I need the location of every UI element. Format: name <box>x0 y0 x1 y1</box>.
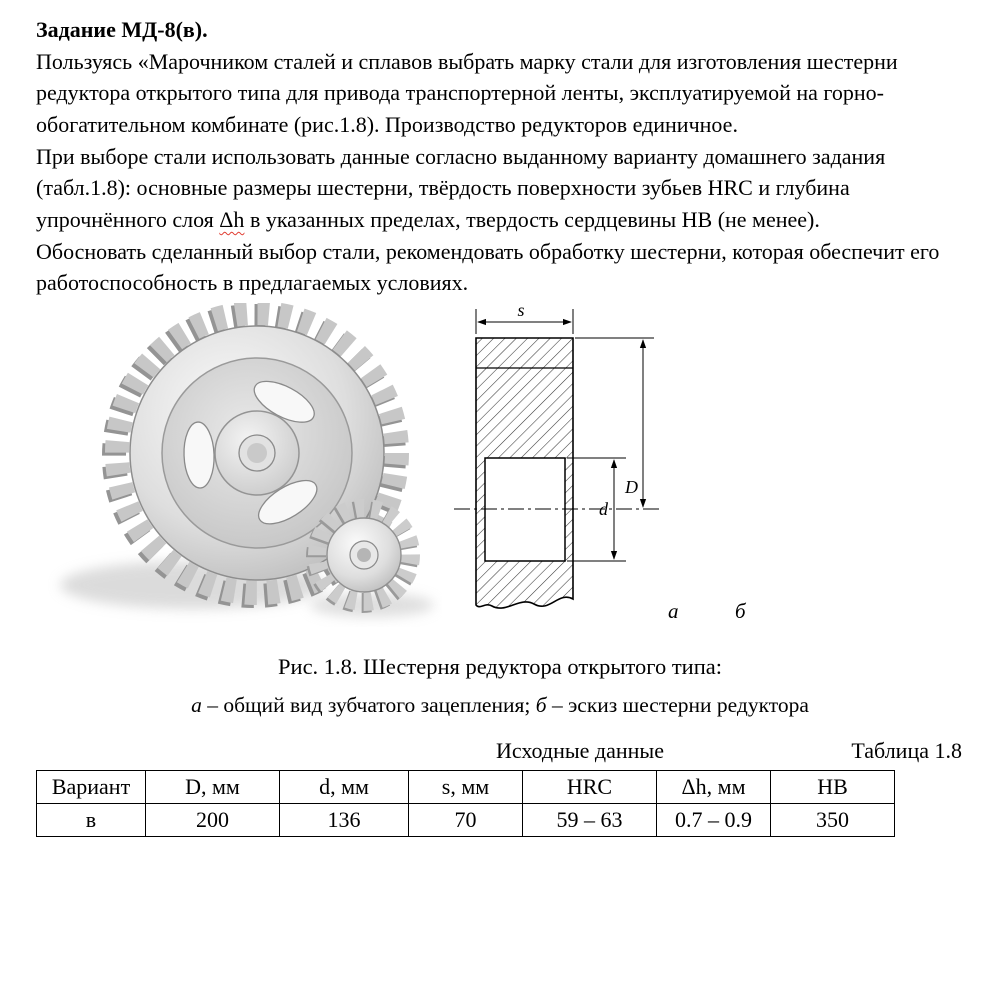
header-cell-d: d, мм <box>280 771 409 804</box>
cell-dh: 0.7 – 0.9 <box>657 804 771 837</box>
assignment-text <box>0 0 1000 299</box>
table-header-row <box>37 771 895 804</box>
paragraph-2-after: в указанных пределах, твердость сердцевины HB (не менее). <box>244 207 820 233</box>
table-caption-left: Исходные данные <box>496 738 664 764</box>
subcaption-a-text: – общий вид зубчатого зацепления; <box>201 693 536 718</box>
figure-part-label-a: а <box>668 599 679 624</box>
paragraph-2 <box>36 141 964 236</box>
subcaption-a-label: а <box>191 693 202 718</box>
header-cell-hrc: HRC <box>523 771 657 804</box>
figure-caption: Рис. 1.8. Шестерня редуктора открытого типа: <box>278 654 722 680</box>
header-cell-dh: Δh, мм <box>657 771 771 804</box>
cell-hb: 350 <box>771 804 895 837</box>
figure-1-8 <box>0 303 1000 638</box>
small-gear <box>316 509 410 603</box>
paragraph-3: Обосновать сделанный выбор стали, рекомендовать обработку шестерни, которая обеспечит его работоспособность в предлагаемых условиях. <box>36 238 940 296</box>
table-caption-row <box>36 738 962 768</box>
delta-h-term: Δh <box>219 207 245 233</box>
cell-d: 136 <box>280 804 409 837</box>
dim-D-label: D <box>625 477 638 498</box>
cell-s: 70 <box>409 804 523 837</box>
paragraph-2-before: При выборе стали использовать данные согласно выданному варианту домашнего задания (табл.1.8): основные размеры шестерни, твёрдость поверхности зубьев HRC и глубина упрочнённого слоя <box>36 143 886 233</box>
header-cell-hb: HB <box>771 771 895 804</box>
header-cell-s: s, мм <box>409 771 523 804</box>
header-cell-D: D, мм <box>146 771 280 804</box>
cell-D: 200 <box>146 804 280 837</box>
cell-variant: в <box>37 804 146 837</box>
dim-s-label: s <box>517 303 525 321</box>
gear-photo <box>42 303 442 633</box>
assignment-title: Задание МД-8(в). <box>36 17 208 42</box>
initial-data-table <box>36 770 895 837</box>
gear-section-drawing <box>438 303 688 638</box>
dim-d-label: d <box>599 499 608 520</box>
subcaption-b-text: – эскиз шестерни редуктора <box>546 693 809 718</box>
subcaption-b-label: б <box>535 693 547 718</box>
table-data-row <box>37 804 895 837</box>
paragraph-1: Пользуясь «Марочником сталей и сплавов выбрать марку стали для изготовления шестерни редуктора открытого типа для привода транспортерной ленты, эксплуатируемой на горно-обогатительном комбинате (рис.1.8). Производство редукторов единичное. <box>36 48 898 138</box>
header-cell-variant: Вариант <box>37 771 146 804</box>
figure-part-label-b: б <box>735 599 746 624</box>
table-caption-right: Таблица 1.8 <box>851 738 962 764</box>
cell-hrc: 59 – 63 <box>523 804 657 837</box>
dimension-s <box>476 303 573 334</box>
figure-subcaption <box>0 693 1000 718</box>
